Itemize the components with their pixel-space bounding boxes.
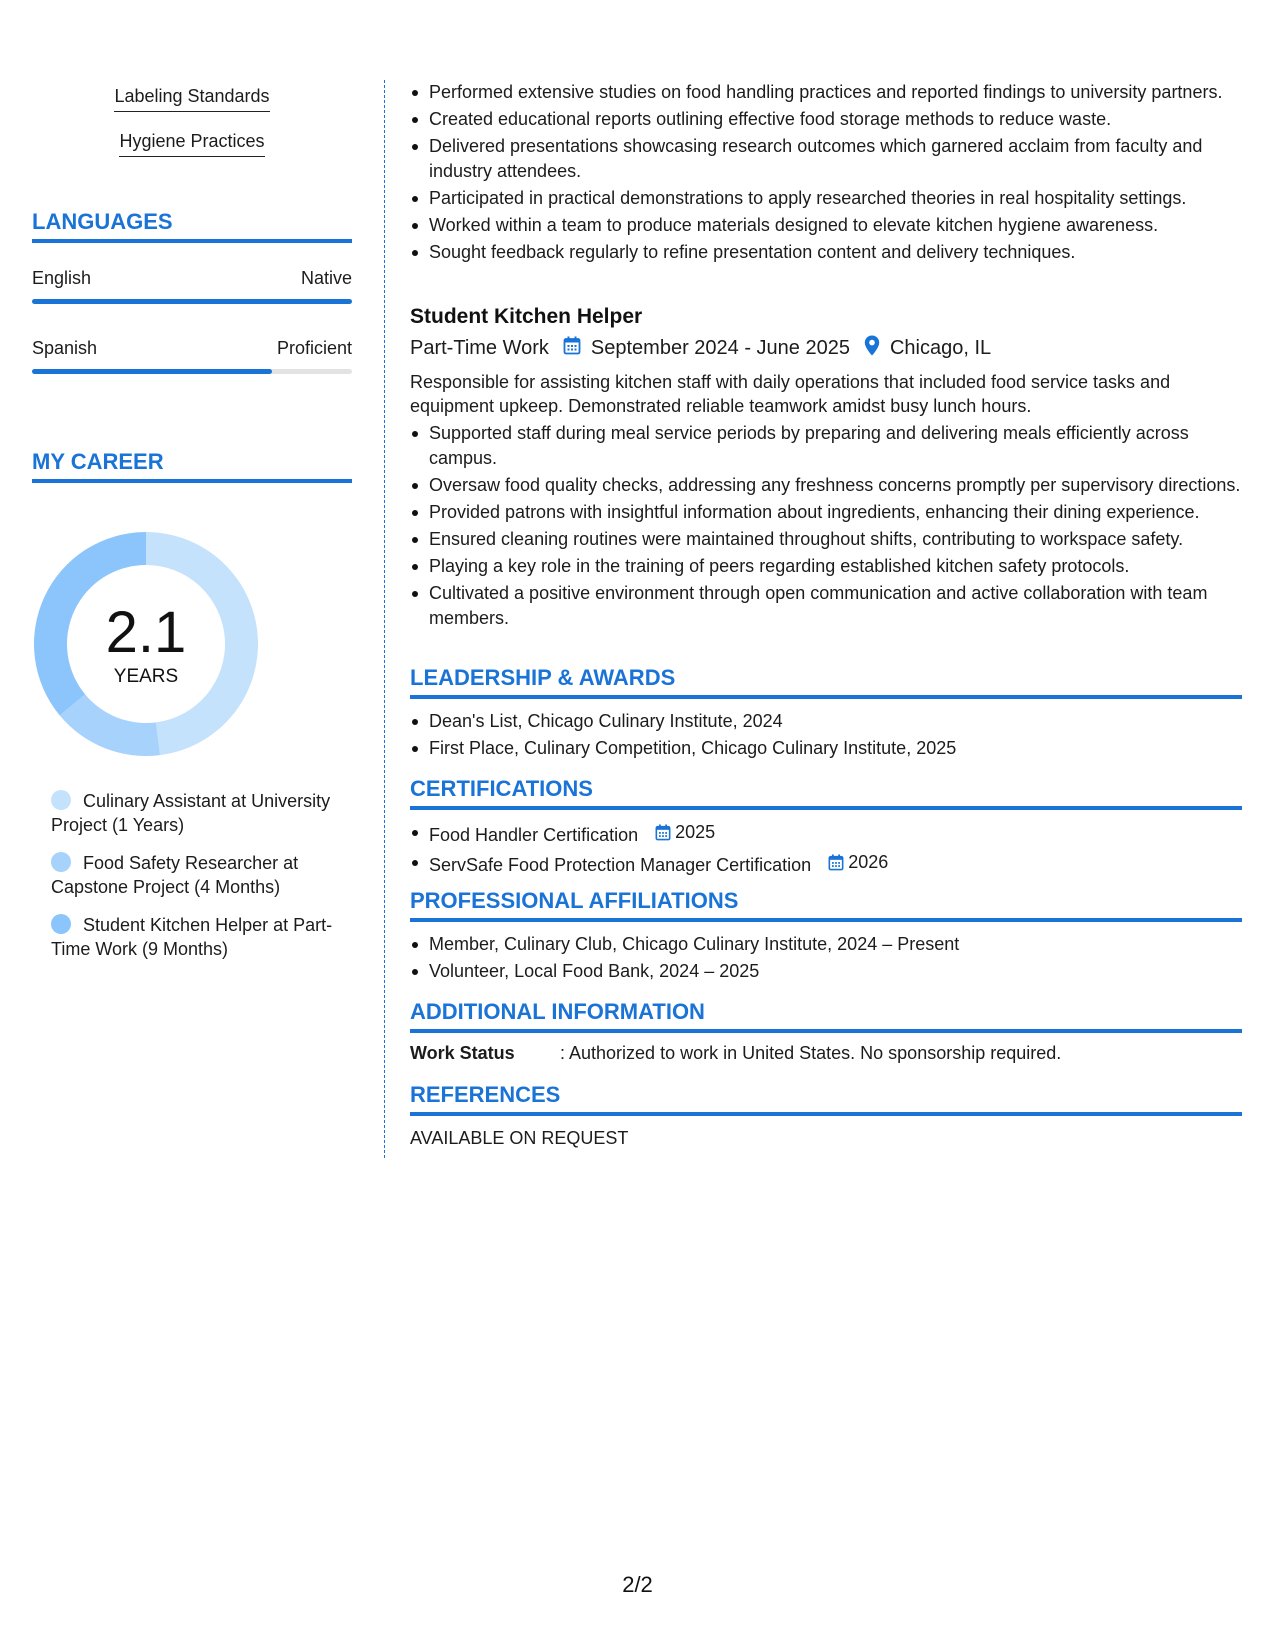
references-heading: REFERENCES: [410, 1082, 1242, 1116]
certification-item: ServSafe Food Protection Manager Certification 2026: [410, 850, 1242, 878]
career-heading: MY CAREER: [32, 449, 352, 483]
job-employer: Part-Time Work: [410, 337, 549, 359]
career-legend-item: Food Safety Researcher at Capstone Project (4 Months): [51, 853, 299, 897]
job-meta: [410, 335, 1242, 362]
job-location: Chicago, IL: [889, 337, 992, 359]
career-total-number: 2.1: [105, 600, 187, 665]
affiliations-heading: PROFESSIONAL AFFILIATIONS: [410, 888, 1242, 922]
career-donut-chart: [34, 532, 258, 756]
language-name: Spanish: [32, 338, 98, 358]
additional-info-heading: ADDITIONAL INFORMATION: [410, 999, 1242, 1033]
languages-heading: LANGUAGES: [32, 209, 352, 243]
bullet-item: Member, Culinary Club, Chicago Culinary Institute, 2024 – Present: [410, 932, 1242, 957]
affiliations-section: [410, 888, 1242, 986]
skill-tag: Labeling Standards: [32, 86, 352, 112]
calendar-icon: [828, 854, 844, 871]
bullet-item: Performed extensive studies on food handling practices and reported findings to university partners.: [410, 80, 1242, 105]
previous-job-bullets: [410, 80, 1242, 267]
calendar-icon: [655, 824, 671, 841]
language-bar-fill: [32, 299, 352, 304]
bullet-item: Volunteer, Local Food Bank, 2024 – 2025: [410, 959, 1242, 984]
bullet-item: Provided patrons with insightful information about ingredients, enhancing their dining experience.: [410, 500, 1242, 525]
bullet-item: Delivered presentations showcasing research outcomes which garnered acclaim from faculty and industry attendees.: [410, 134, 1242, 184]
work-status-label: Work Status: [410, 1043, 515, 1063]
references-section: [410, 1082, 1242, 1149]
career-legend-item: Student Kitchen Helper at Part-Time Work (9 Months): [51, 915, 333, 959]
job-dates: September 2024 - June 2025: [590, 337, 850, 359]
certification-item: Food Handler Certification 2025: [410, 820, 1242, 848]
legend-dot: [51, 852, 71, 872]
additional-info-section: [410, 999, 1242, 1064]
career-legend-item: Culinary Assistant at University Project (1 Years): [51, 791, 331, 835]
bullet-item: Ensured cleaning routines were maintained throughout shifts, contributing to workspace safety.: [410, 527, 1242, 552]
language-row: [32, 268, 352, 289]
legend-dot: [51, 790, 71, 810]
certification-year: 2025: [675, 822, 716, 842]
bullet-item: Cultivated a positive environment through open communication and active collaboration with team members.: [410, 581, 1242, 631]
language-bar-fill: [32, 369, 272, 374]
work-status-row: [410, 1043, 1242, 1064]
references-text: AVAILABLE ON REQUEST: [410, 1128, 629, 1148]
certifications-section: [410, 776, 1242, 880]
column-divider: [384, 80, 385, 1158]
language-row: [32, 338, 352, 359]
bullet-item: Supported staff during meal service periods by preparing and delivering meals efficiently across campus.: [410, 421, 1242, 471]
bullet-item: Sought feedback regularly to refine presentation content and delivery techniques.: [410, 240, 1242, 265]
leadership-section: [410, 665, 1242, 763]
certifications-heading: CERTIFICATIONS: [410, 776, 1242, 810]
bullet-item: First Place, Culinary Competition, Chicago Culinary Institute, 2025: [410, 736, 1242, 761]
language-bar: [32, 299, 352, 304]
job-bullets: [410, 421, 1242, 631]
job-title: Student Kitchen Helper: [410, 305, 643, 328]
page-number: 2/2: [622, 1572, 653, 1597]
language-level: Native: [300, 268, 352, 288]
calendar-icon: [563, 336, 581, 361]
legend-dot: [51, 914, 71, 934]
work-status-value: : Authorized to work in United States. No sponsorship required.: [560, 1043, 1062, 1063]
bullet-item: Created educational reports outlining effective food storage methods to reduce waste.: [410, 107, 1242, 132]
bullet-item: Playing a key role in the training of peers regarding established kitchen safety protocols.: [410, 554, 1242, 579]
job-entry: [410, 305, 1242, 633]
bullet-item: Dean's List, Chicago Culinary Institute, 2024: [410, 709, 1242, 734]
location-pin-icon: [864, 335, 880, 362]
language-bar: [32, 369, 352, 374]
leadership-heading: LEADERSHIP & AWARDS: [410, 665, 1242, 699]
language-level: Proficient: [276, 338, 352, 358]
bullet-item: Participated in practical demonstrations to apply researched theories in real hospitality settings.: [410, 186, 1242, 211]
job-description: Responsible for assisting kitchen staff with daily operations that included food service tasks and equipment upkeep. Demonstrated reliable teamwork amidst busy lunch hours.: [410, 372, 1171, 416]
skill-tag: Hygiene Practices: [32, 131, 352, 157]
bullet-item: Oversaw food quality checks, addressing any freshness concerns promptly per supervisory directions.: [410, 473, 1242, 498]
career-total-unit: YEARS: [113, 666, 179, 687]
bullet-item: Worked within a team to produce materials designed to elevate kitchen hygiene awareness.: [410, 213, 1242, 238]
certification-year: 2026: [848, 852, 889, 872]
language-name: English: [32, 268, 92, 288]
